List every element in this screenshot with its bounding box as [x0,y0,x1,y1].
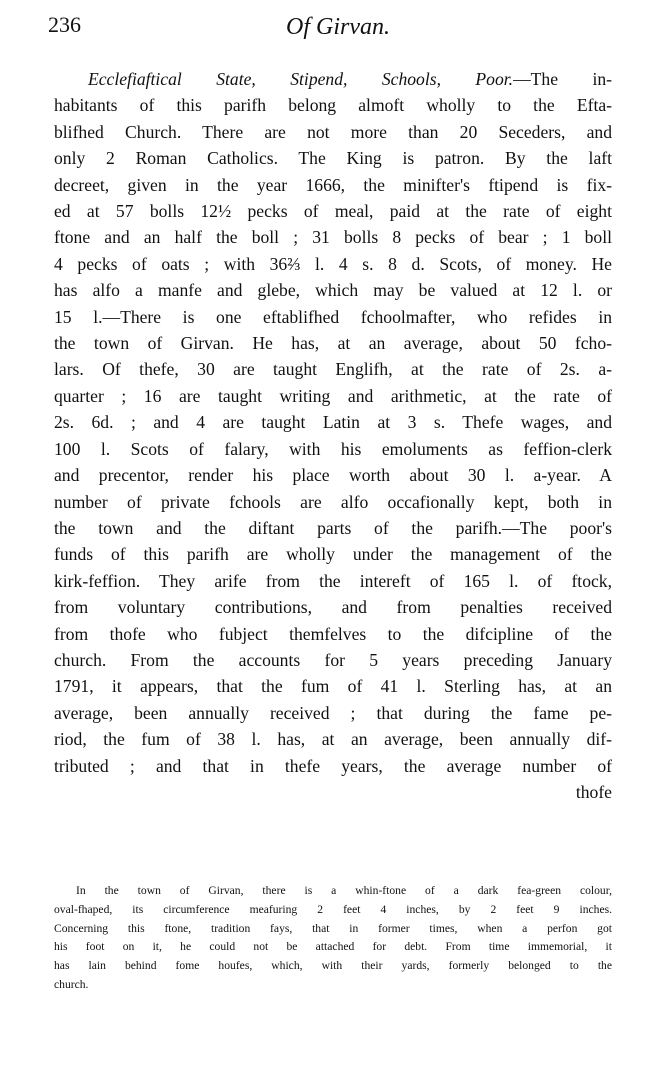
text-line: 15 l.—There is one eftablifhed fchoolmafter, who refides in [54,306,612,327]
text-line [54,66,612,92]
text-line: number of private fchools are alfo occafionally kept, both in [54,491,612,512]
footnote-line: his foot on it, he could not be attached for debt. From time immemorial, it [54,940,612,954]
text-line: riod, the fum of 38 l. has, at an average, been annually dif- [54,729,612,750]
text-line: 4 pecks of oats ; with 36⅔ l. 4 s. 8 d. Scots, of money. He [54,253,612,274]
text-line: quarter ; 16 are taught writing and arithmetic, at the rate of [54,385,612,406]
footnote-line: oval-fhaped, its circumference meafuring 2 feet 4 inches, by 2 feet 9 inches. [54,902,612,916]
footnote-line: has lain behind fome houfes, which, with their yards, formerly belonged to the [54,959,612,973]
text-line: church. From the accounts for 5 years preceding January [54,649,612,670]
text-line: decreet, given in the year 1666, the minifter's ftipend is fix- [54,174,612,195]
text-line: and precentor, render his place worth about 30 l. a-year. A [54,465,612,486]
body-text [54,66,612,805]
text-line: blifhed Church. There are not more than 20 Seceders, and [54,121,612,142]
text-line: the town of Girvan. He has, at an average, about 50 fcho- [54,333,612,354]
text-line: the town and the diftant parts of the parifh.—The poor's [54,517,612,538]
section-heading: Ecclefiaftical State, Stipend, Schools, Poor. [88,69,514,89]
text-line: has alfo a manfe and glebe, which may be valued at 12 l. or [54,280,612,301]
text-line: tributed ; and that in thefe years, the average number of [54,755,612,776]
text-line: only 2 Roman Catholics. The King is patron. By the laft [54,148,612,169]
page-number: 236 [48,12,81,37]
footnote-line: Concerning this ftone, tradition fays, that in former times, when a perfon got [54,921,612,935]
text-line: habitants of this parifh belong almoft wholly to the Efta- [54,95,612,116]
footnote-line: In the town of Girvan, there is a whin-ftone of a dark fea-green colour, [76,884,612,897]
text-line-rest: —The in- [513,69,613,89]
text-line: average, been annually received ; that during the fame pe- [54,702,612,723]
text-line: from thofe who fubject themfelves to the difcipline of the [54,623,612,644]
footnote-line: church. [54,977,89,991]
text-line: ed at 57 bolls 12½ pecks of meal, paid at the rate of eight [54,201,612,222]
running-head: Of Girvan. [286,14,390,40]
text-line: ftone and an half the boll ; 31 bolls 8 pecks of bear ; 1 boll [54,227,612,248]
text-line: 2s. 6d. ; and 4 are taught Latin at 3 s. Thefe wages, and [54,412,612,433]
page-header [48,8,628,48]
text-line: 100 l. Scots of falary, with his emoluments as feffion-clerk [54,438,612,459]
text-line: from voluntary contributions, and from penalties received [54,597,612,618]
footnote [54,882,612,995]
catchword: thofe [575,781,612,802]
text-line: lars. Of thefe, 30 are taught Englifh, at the rate of 2s. a- [54,359,612,380]
text-line: kirk-feffion. They arife from the intereft of 165 l. of ftock, [54,570,612,591]
text-line: 1791, it appears, that the fum of 41 l. Sterling has, at an [54,676,612,697]
text-line: funds of this parifh are wholly under the management of the [54,544,612,565]
